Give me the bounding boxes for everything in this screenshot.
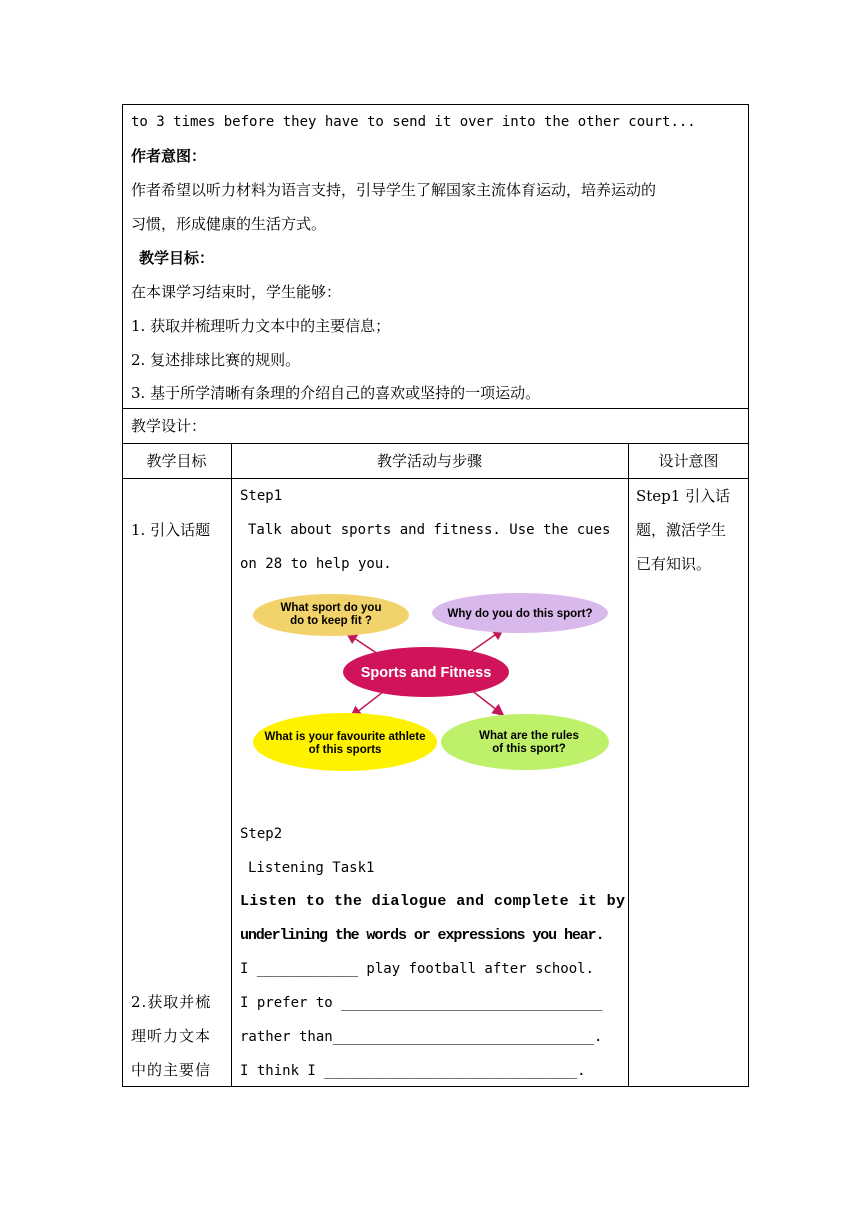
teaching-goal-item: 2. 复述排球比赛的规则。 <box>131 351 301 369</box>
mindmap-node-bottom-right <box>441 714 609 770</box>
author-intent-text: 作者希望以听力材料为语言支持，引导学生了解国家主流体育运动，培养运动的 <box>131 181 657 199</box>
teaching-goal-item: 3. 基于所学清晰有条理的介绍自己的喜欢或坚持的一项运动。 <box>131 384 541 402</box>
goal-line: 中的主要信 <box>131 1061 212 1079</box>
intent-line: 题，激活学生 <box>636 521 727 539</box>
listening-task-label: Listening Task1 <box>248 860 375 876</box>
table-rule <box>122 408 749 409</box>
header-design-intent: 设计意图 <box>658 452 719 470</box>
fill-blank-line: I ____________ play football after school. <box>240 961 595 977</box>
mindmap-bl-line1: What is your favourite athlete <box>264 731 426 743</box>
author-intent-text: 习惯，形成健康的生活方式。 <box>131 215 327 233</box>
goal-introduce-topic: 1. 引入话题 <box>131 521 211 539</box>
listening-instruction: underlining the words or expressions you hear. <box>240 927 604 944</box>
intent-line: 已有知识。 <box>636 555 712 573</box>
teaching-goals-heading: 教学目标： <box>139 249 215 267</box>
step2-label: Step2 <box>240 826 283 842</box>
teaching-goals-intro: 在本课学习结束时，学生能够： <box>131 283 342 301</box>
fill-blank-line: I think I ______________________________. <box>240 1063 586 1079</box>
mindmap-tl-line1: What sport do you <box>280 602 382 614</box>
header-activities: 教学活动与步骤 <box>376 452 482 470</box>
sports-fitness-mindmap <box>240 590 612 780</box>
fill-blank-line: I prefer to _______________________________ <box>240 995 603 1011</box>
mindmap-tl-line2: do to keep fit ? <box>290 615 372 627</box>
step1-instruction: on 28 to help you. <box>240 556 392 572</box>
table-rule <box>122 443 749 444</box>
teaching-design-label: 教学设计： <box>131 417 207 435</box>
mindmap-br-line1: What are the rules <box>479 730 579 742</box>
listening-instruction: Listen to the dialogue and complete it by <box>240 893 626 910</box>
mindmap-br-line2: of this sport? <box>492 743 566 755</box>
mindmap-center-text: Sports and Fitness <box>360 665 492 681</box>
mindmap-tr-text: Why do you do this sport? <box>447 608 593 620</box>
goal-line: 2.获取并梳 <box>131 993 212 1011</box>
author-intent-heading: 作者意图： <box>131 147 207 165</box>
step1-label: Step1 <box>240 488 283 504</box>
step1-instruction: Talk about sports and fitness. Use the cues <box>248 522 611 538</box>
column-divider <box>231 443 232 1087</box>
mindmap-bl-line2: of this sports <box>308 744 382 756</box>
intent-line: Step1 引入话 <box>636 487 731 505</box>
goal-line: 理听力文本 <box>131 1027 212 1045</box>
header-teaching-goals: 教学目标 <box>146 452 207 470</box>
teaching-goal-item: 1. 获取并梳理听力文本中的主要信息； <box>131 317 391 335</box>
design-intent-text <box>636 479 746 581</box>
column-divider <box>628 443 629 1087</box>
goal-listening-info <box>131 985 227 1087</box>
fill-blank-line: rather than_______________________________. <box>240 1029 603 1045</box>
listening-text-tail: to 3 times before they have to send it over into the other court... <box>131 114 696 130</box>
